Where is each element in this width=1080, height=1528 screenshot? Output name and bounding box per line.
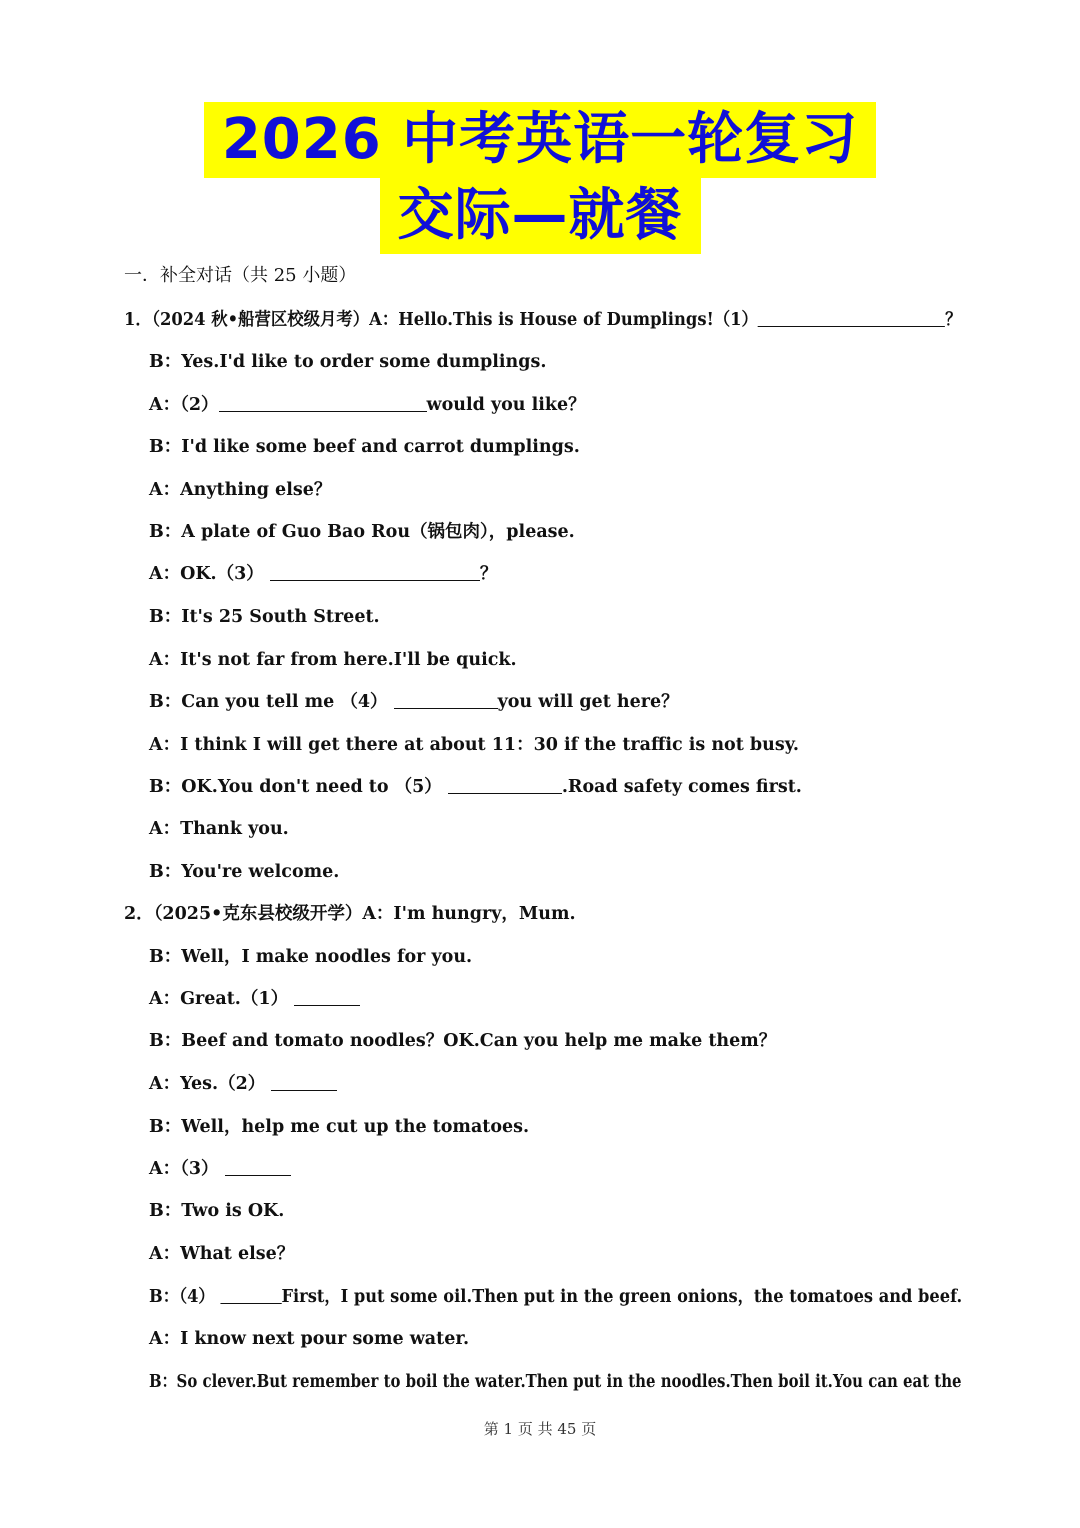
dialogue-line — [149, 1156, 291, 1182]
dialogue-line — [149, 1241, 294, 1267]
dialogue-text: .Road safety comes first. — [561, 777, 802, 797]
answer-blank[interactable] — [225, 1157, 291, 1176]
dialogue-line — [149, 349, 546, 375]
question-number: 1． — [124, 310, 152, 330]
dialogue-text: A：Thank you. — [149, 819, 289, 839]
dialogue-text: A：Hello.This is House of Dumplings!（1） — [369, 310, 758, 330]
question-source: （2025•克东县校级开学） — [153, 904, 363, 924]
dialogue-text: A：（3） — [149, 1159, 219, 1179]
dialogue-text: would you like？ — [426, 395, 586, 415]
answer-blank[interactable] — [294, 987, 360, 1006]
dialogue-text: A：What else？ — [149, 1244, 295, 1264]
dialogue-line — [149, 1028, 776, 1054]
dialogue-line — [149, 604, 380, 630]
dialogue-text: B：I'd like some beef and carrot dumplings. — [149, 437, 580, 457]
dialogue-text: B：So clever.But remember to boil the water.Then put in the noodles.Then boil it.You can eat the — [149, 1372, 962, 1392]
dialogue-text: B：You're welcome. — [149, 862, 340, 882]
dialogue-line — [149, 392, 586, 418]
dialogue-line — [149, 647, 517, 673]
question-1-header — [124, 307, 962, 333]
section-heading: 一．补全对话（共 25 小题） — [124, 265, 357, 286]
answer-blank[interactable] — [220, 1285, 281, 1304]
dialogue-text: A：I know next pour some water. — [149, 1329, 470, 1349]
dialogue-text: B：Yes.I'd like to order some dumplings. — [149, 352, 547, 372]
page-footer: 第 1 页 共 45 页 — [483, 1420, 597, 1438]
dialogue-line — [149, 816, 289, 842]
answer-blank[interactable] — [394, 690, 498, 709]
dialogue-text: B：Can you tell me （4） — [149, 692, 388, 712]
dialogue-text: B：A plate of Guo Bao Rou（锅包肉），please. — [149, 522, 575, 542]
dialogue-text: you will get here？ — [497, 692, 679, 712]
dialogue-line — [149, 477, 331, 503]
answer-blank[interactable] — [448, 775, 562, 794]
dialogue-line — [149, 732, 799, 758]
dialogue-text: B：（4） — [149, 1287, 215, 1307]
dialogue-line — [149, 1198, 284, 1224]
dialogue-line — [149, 944, 472, 970]
dialogue-line — [149, 1071, 337, 1097]
dialogue-line — [149, 434, 580, 460]
dialogue-text: A：Yes.（2） — [149, 1074, 266, 1094]
dialogue-line — [149, 986, 360, 1012]
answer-blank[interactable] — [758, 308, 945, 327]
dialogue-line — [149, 519, 575, 545]
title-line-2: 交际—就餐 — [380, 178, 701, 254]
dialogue-text: A：Anything else？ — [149, 480, 332, 500]
dialogue-text: ？ — [945, 310, 962, 330]
answer-blank[interactable] — [270, 562, 480, 581]
dialogue-text: B：OK.You don't need to （5） — [149, 777, 442, 797]
title-line-1: 2026 中考英语一轮复习 — [204, 102, 876, 178]
dialogue-line — [149, 774, 802, 800]
question-source: （2024 秋•船营区校级月考） — [151, 310, 370, 330]
dialogue-text: B：It's 25 South Street. — [149, 607, 380, 627]
document-title — [0, 102, 1080, 254]
answer-blank[interactable] — [219, 393, 427, 412]
dialogue-line — [149, 1114, 529, 1140]
question-number: 2． — [124, 904, 154, 924]
dialogue-text: B：Beef and tomato noodles？OK.Can you help me make them？ — [149, 1031, 777, 1051]
dialogue-text: A：I'm hungry，Mum. — [362, 904, 576, 924]
dialogue-line — [149, 689, 679, 715]
dialogue-text: A：Great.（1） — [149, 989, 289, 1009]
question-2-header — [124, 901, 576, 927]
answer-blank[interactable] — [271, 1072, 337, 1091]
dialogue-text: A：（2） — [149, 395, 219, 415]
dialogue-text: B：Well，I make noodles for you. — [149, 947, 473, 967]
dialogue-text: A：OK.（3） — [149, 564, 264, 584]
dialogue-line — [149, 561, 497, 587]
dialogue-text: B：Well，help me cut up the tomatoes. — [149, 1117, 530, 1137]
dialogue-text: First，I put some oil.Then put in the green onions，the tomatoes and beef. — [281, 1287, 963, 1307]
dialogue-line — [149, 1326, 469, 1352]
dialogue-line — [149, 1369, 962, 1395]
dialogue-line — [149, 1284, 962, 1310]
dialogue-line — [149, 859, 339, 885]
dialogue-text: B：Two is OK. — [149, 1201, 285, 1221]
dialogue-text: ？ — [479, 564, 498, 584]
dialogue-text: A：I think I will get there at about 11：30 if the traffic is not busy. — [149, 735, 799, 755]
dialogue-text: A：It's not far from here.I'll be quick. — [149, 650, 517, 670]
